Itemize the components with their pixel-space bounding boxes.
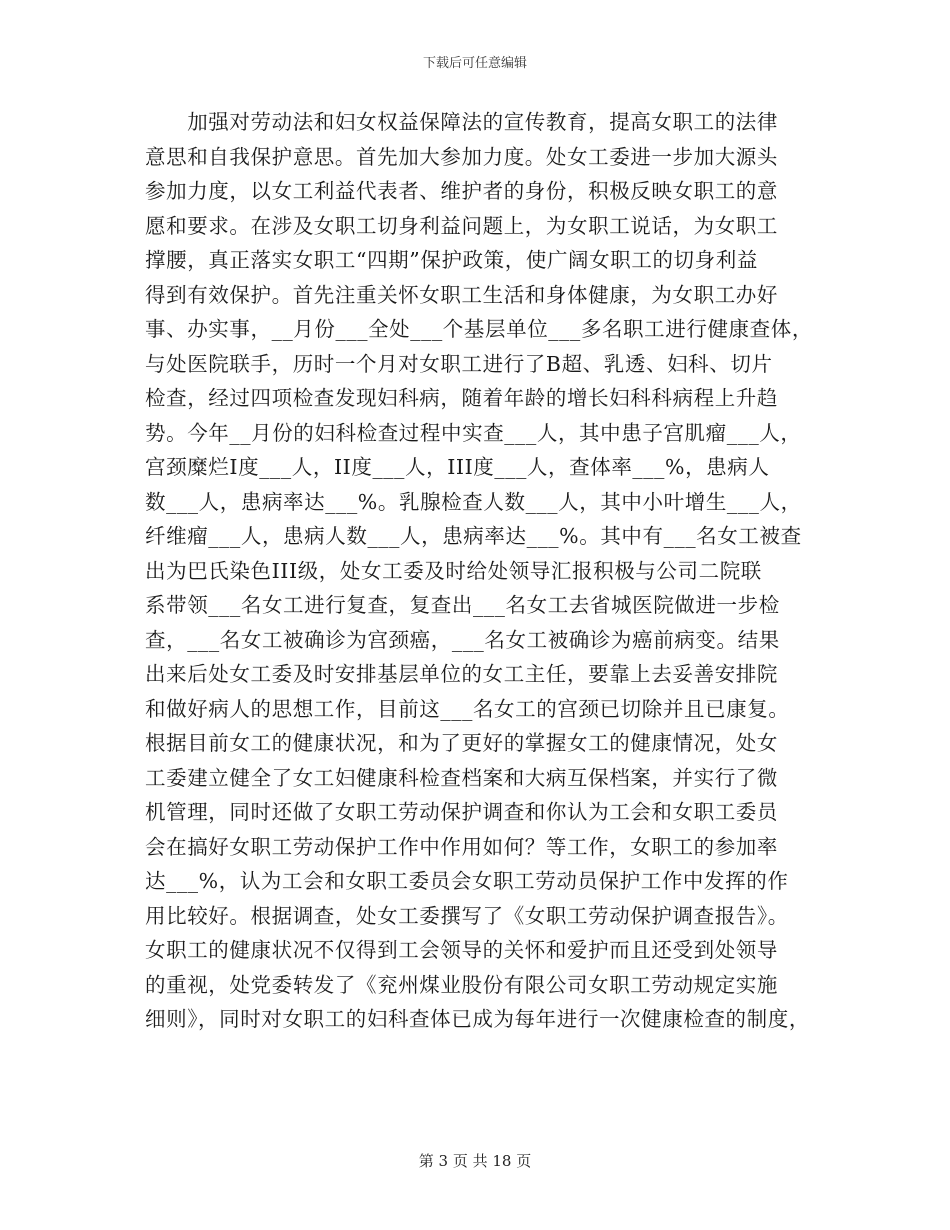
text-line: 和做好病人的思想工作，目前这___名女工的宫颈已切除并且已康复。 bbox=[145, 696, 790, 721]
text-line: 事、办实事，__月份___全处___个基层单位___多名职工进行健康查体， bbox=[145, 317, 813, 341]
text-line: 检查，经过四项检查发现妇科病，随着年龄的增长妇科科病程上升趋 bbox=[145, 386, 778, 410]
text-line: 纤维瘤___人，患病人数___人，患病率达___%。其中有___名女工被查 bbox=[145, 524, 802, 548]
text-line: 与处医院联手，历时一个月对女职工进行了B超、乳透、妇科、切片 bbox=[145, 351, 773, 376]
text-line: 参加力度，以女工利益代表者、维护者的身份，积极反映女职工的意 bbox=[145, 179, 778, 203]
text-line: 出来后处女工委及时安排基层单位的女工主任，要靠上去妥善安排院 bbox=[145, 662, 778, 686]
text-line: 加强对劳动法和妇女权益保障法的宣传教育，提高女职工的法律 bbox=[145, 110, 778, 134]
text-line: 达___%，认为工会和女职工委员会女职工劳动员保护工作中发挥的作 bbox=[145, 869, 789, 893]
text-line: 势。今年__月份的妇科检查过程中实查___人，其中患子宫肌瘤___人， bbox=[145, 420, 802, 445]
text-line: 查，___名女工被确诊为宫颈癌，___名女工被确诊为癌前病变。结果 bbox=[145, 627, 780, 652]
text-line: 撑腰，真正落实女职工“四期”保护政策，使广阔女职工的切身利益 bbox=[145, 248, 758, 272]
page-number-footer: 第 3 页 共 18 页 bbox=[418, 1152, 532, 1170]
text-line: 根据目前女工的健康状况，和为了更好的掌握女工的健康情况，处女 bbox=[145, 731, 778, 755]
text-line: 用比较好。根据调查，处女工委撰写了《女职工劳动保护调查报告》。 bbox=[145, 903, 789, 928]
text-line: 出为巴氏染色III级，处女工委及时给处领导汇报积极与公司二院联 bbox=[145, 558, 762, 583]
document-body bbox=[145, 105, 815, 1037]
page-header: 下载后可任意编辑 bbox=[422, 56, 527, 71]
text-line: 女职工的健康状况不仅得到工会领导的关怀和爱护而且还受到处领导 bbox=[145, 938, 778, 962]
text-line: 愿和要求。在涉及女职工切身利益问题上，为女职工说话，为女职工 bbox=[145, 213, 778, 238]
text-line: 数___人，患病率达___%。乳腺检查人数___人，其中小叶增生___人， bbox=[145, 489, 802, 514]
text-line: 机管理，同时还做了女职工劳动保护调查和你认为工会和女职工委员 bbox=[145, 800, 778, 824]
text-line: 得到有效保护。首先注重关怀女职工生活和身体健康，为女职工办好 bbox=[145, 282, 778, 307]
text-line: 的重视，处党委转发了《兖州煤业股份有限公司女职工劳动规定实施 bbox=[145, 972, 778, 997]
text-line: 细则》，同时对女职工的妇科查体已成为每年进行一次健康检查的制度， bbox=[145, 1007, 810, 1031]
text-line: 宫颈糜烂I度___人，II度___人，III度___人，查体率___%，患病人 bbox=[145, 455, 770, 479]
text-line: 会在搞好女职工劳动保护工作中作用如何？等工作，女职工的参加率 bbox=[145, 834, 778, 859]
text-line: 系带领___名女工进行复查，复查出___名女工去省城医院做进一步检 bbox=[145, 593, 780, 617]
text-line: 工委建立健全了女工妇健康科检查档案和大病互保档案，并实行了微 bbox=[145, 765, 778, 790]
text-line: 意思和自我保护意思。首先加大参加力度。处女工委进一步加大源头 bbox=[145, 144, 778, 169]
